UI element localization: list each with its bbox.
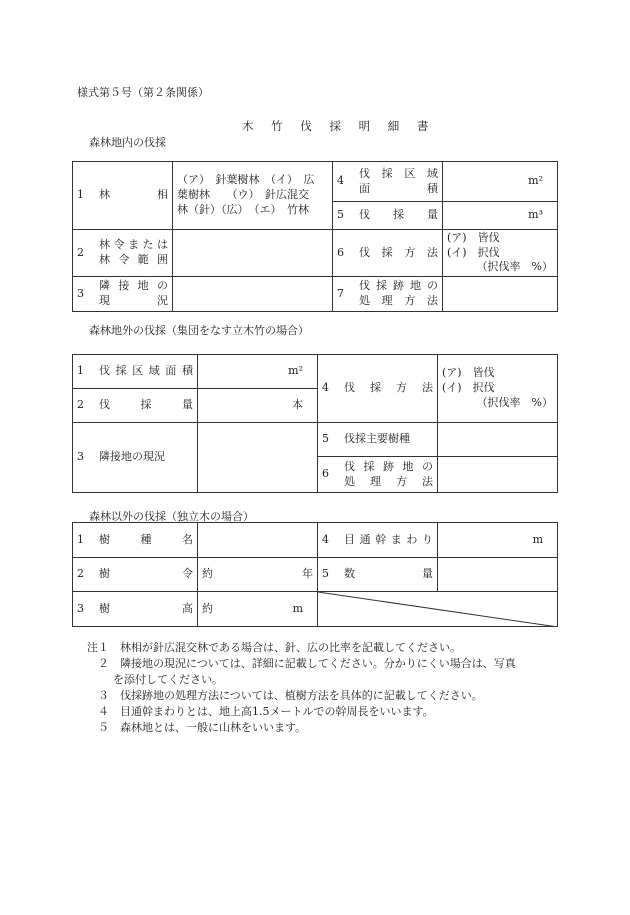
note-3: ３ 伐採跡地の処理方法については、植樹方法を具体的に記載してください。	[87, 689, 483, 702]
s2-row6-label: 6 伐 採 跡 地 の 処 理 方 法	[318, 457, 438, 493]
s2-area-input[interactable]: m²	[198, 355, 318, 389]
s1-adjacent-input[interactable]	[173, 277, 333, 312]
s2-adjacent-input[interactable]	[198, 423, 318, 493]
s1-row4-label: 4 伐 採 区 域 面 積	[333, 162, 443, 202]
s3-girth-input[interactable]: m	[438, 523, 558, 558]
s3-row4-label: 4 目通幹まわり	[318, 523, 438, 558]
section2-heading: 森林地外の伐採（集団をなす立木竹の場合）	[89, 324, 309, 337]
note-4: ４ 目通幹まわりとは、地上高1.5メートルでの幹周長をいいます。	[87, 705, 434, 718]
s2-volume-input[interactable]: 本	[198, 389, 318, 423]
s2-species-input[interactable]	[438, 423, 558, 457]
s3-row2-label: 2 樹 令	[73, 558, 198, 592]
s2-row2-label: 2 伐 採 量	[73, 389, 198, 423]
s2-row1-label: 1 伐採区域面積	[73, 355, 198, 389]
s1-row7-label: 7 伐 採 跡 地 の 処 理 方 法	[333, 277, 443, 312]
non-forest-group-table	[72, 354, 558, 493]
solitary-tree-table	[72, 522, 558, 627]
s1-forest-type-options[interactable]: （ア） 針葉樹林 （イ） 広 葉樹林 （ウ） 針広混交 林（針）（広） （エ） 竹林	[173, 162, 333, 230]
s3-row1-label: 1 樹 種 名	[73, 523, 198, 558]
s3-height-input[interactable]: 約 m	[198, 592, 318, 627]
page-title: 木 竹 伐 採 明 細 書	[242, 119, 436, 133]
note-2: ２ 隣接地の現況については、詳細に記載してください。分かりにくい場合は、写真	[87, 657, 516, 670]
s1-age-input[interactable]	[173, 230, 333, 277]
s1-method-options[interactable]: (ア) 皆伐 (イ) 択伐 （択伐率 %）	[443, 230, 558, 277]
note-1: 注１ 林相が針広混交林である場合は、針、広の比率を記載してください。	[87, 641, 461, 654]
s1-volume-input[interactable]: m³	[443, 202, 558, 230]
s3-species-input[interactable]	[198, 523, 318, 558]
s3-unused-cell	[318, 592, 558, 627]
s1-row2-label: 2 林令または 林 令 範 囲	[73, 230, 173, 277]
s1-site-treatment-input[interactable]	[443, 277, 558, 312]
note-2-continued: を添付してください。	[113, 673, 223, 686]
s3-row3-label: 3 樹 高	[73, 592, 198, 627]
notes-block	[87, 640, 597, 736]
form-number: 様式第５号（第２条関係）	[77, 86, 209, 99]
s3-age-input[interactable]: 約 年	[198, 558, 318, 592]
section3-heading: 森林以外の伐採（独立木の場合）	[89, 510, 254, 523]
s1-row5-label: 5 伐 採 量	[333, 202, 443, 230]
s1-row3-label: 3 隣 接 地 の 現 況	[73, 277, 173, 312]
s2-row4-label: 4 伐 採 方 法	[318, 355, 438, 423]
s2-row5-label: 5 伐採主要樹種	[318, 423, 438, 457]
s2-site-treatment-input[interactable]	[438, 457, 558, 493]
s2-row3-label: 3 隣接地の現況	[73, 423, 198, 493]
s3-quantity-input[interactable]	[438, 558, 558, 592]
section1-heading: 森林地内の伐採	[89, 136, 166, 149]
s3-row5-label: 5 数 量	[318, 558, 438, 592]
s2-method-options[interactable]: (ア) 皆伐 (イ) 択伐 （択伐率 %）	[438, 355, 558, 423]
s1-row1-label: 1 林 相	[73, 162, 173, 230]
note-5: ５ 森林地とは、一般に山林をいいます。	[87, 721, 307, 734]
s1-row6-label: 6 伐 採 方 法	[333, 230, 443, 277]
s1-area-input[interactable]: m²	[443, 162, 558, 202]
forest-cutting-table	[72, 161, 558, 312]
diagonal-strike-line	[318, 592, 558, 627]
